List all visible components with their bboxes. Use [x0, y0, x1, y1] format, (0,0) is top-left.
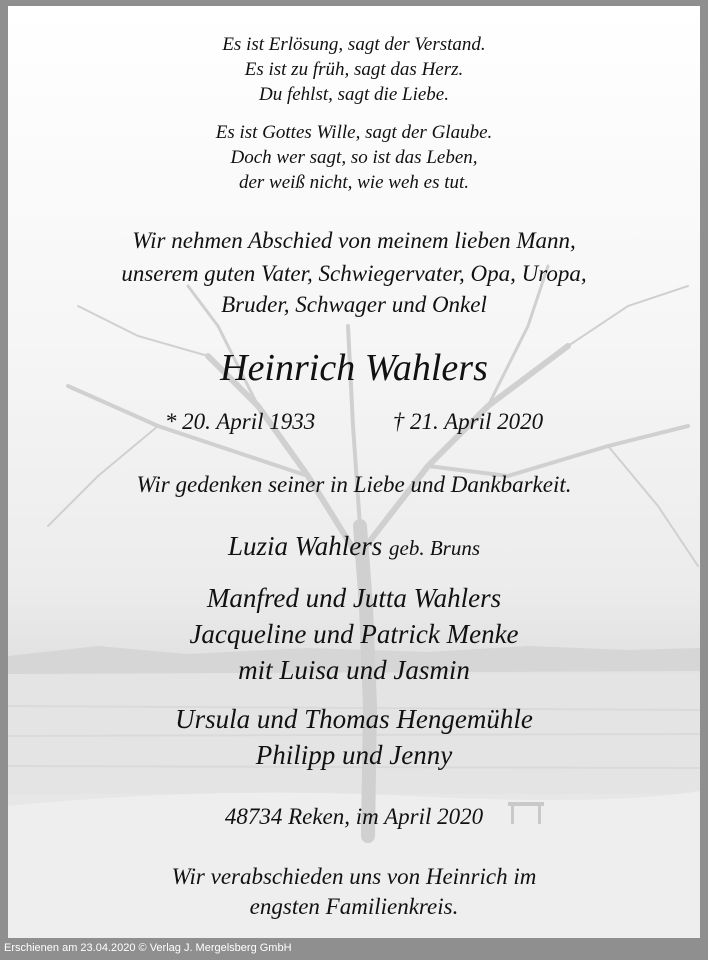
poem-line: Doch wer sagt, so ist das Leben, [230, 147, 478, 168]
mourner-line: Ursula und Thomas Hengemühle [175, 704, 533, 734]
obituary-notice [8, 6, 700, 938]
intro-line: unserem guten Vater, Schwiegervater, Opa, Uropa, [121, 261, 587, 286]
closing-line: engsten Familienkreis. [249, 894, 459, 919]
mourner-line: mit Luisa und Jasmin [238, 655, 470, 685]
mourner-line: Philipp und Jenny [255, 740, 453, 770]
widow-nee: geb. Bruns [389, 536, 481, 560]
poem-line: Es ist Gottes Wille, sagt der Glaube. [215, 122, 493, 143]
birth-date: * 20. April 1933 [164, 409, 316, 434]
widow-name: Luzia Wahlers [227, 531, 383, 561]
life-dates [8, 407, 700, 437]
deceased-name: Heinrich Wahlers [220, 347, 488, 389]
poem-line: der weiß nicht, wie weh es tut. [238, 172, 470, 193]
remembrance-text: Wir gedenken seiner in Liebe und Dankbarkeit. [136, 472, 572, 497]
death-date: † 21. April 2020 [392, 409, 544, 434]
poem-line: Es ist zu früh, sagt das Herz. [244, 59, 464, 80]
mourner-widow [8, 528, 700, 566]
mourner-line: Jacqueline und Patrick Menke [189, 619, 519, 649]
poem-line: Du fehlst, sagt die Liebe. [259, 84, 449, 105]
intro-line: Wir nehmen Abschied von meinem lieben Mann, [132, 228, 576, 253]
closing-line: Wir verabschieden uns von Heinrich im [171, 864, 537, 889]
place-date: 48734 Reken, im April 2020 [224, 804, 484, 829]
poem-line: Es ist Erlösung, sagt der Verstand. [222, 34, 486, 55]
publication-footer: Erschienen am 23.04.2020 © Verlag J. Mergelsberg GmbH [4, 942, 292, 954]
intro-line: Bruder, Schwager und Onkel [221, 292, 487, 317]
mourner-line: Manfred und Jutta Wahlers [206, 583, 502, 613]
